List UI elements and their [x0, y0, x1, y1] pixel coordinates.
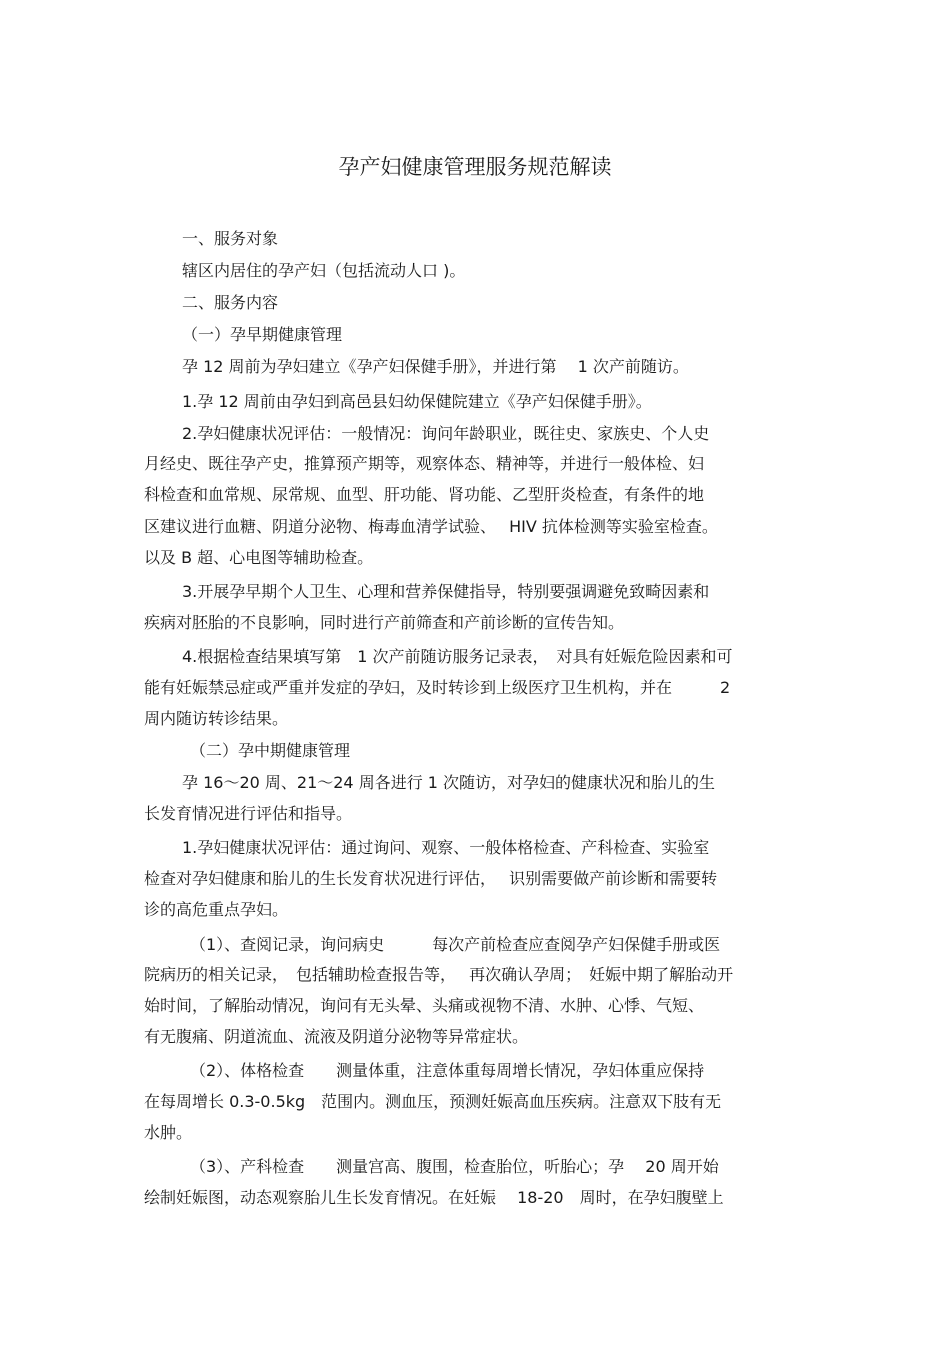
paragraph-line: 孕 12 周前为孕妇建立《孕产妇保健手册》，并进行第 1 次产前随访。	[182, 357, 689, 376]
paragraph-line: 院病历的相关记录， 包括辅助检查报告等， 再次确认孕周； 妊娠中期了解胎动开	[144, 965, 734, 984]
paragraph-line: 在每周增长 0.3-0.5kg 范围内。测血压，预测妊娠高血压疾病。注意双下肢有无	[144, 1092, 722, 1111]
paragraph-line: 科检查和血常规、尿常规、血型、肝功能、肾功能、乙型肝炎检查，有条件的地	[144, 485, 705, 504]
paragraph-line: 1.孕 12 周前由孕妇到高邑县妇幼保健院建立《孕产妇保健手册》。	[182, 392, 652, 411]
paragraph-line: （2）、体格检查 测量体重，注意体重每周增长情况，孕妇体重应保持	[190, 1061, 705, 1080]
paragraph-line: 水肿。	[144, 1123, 193, 1142]
paragraph-line: 3.开展孕早期个人卫生、心理和营养保健指导，特别要强调避免致畸因素和	[182, 582, 710, 601]
paragraph-line: 辖区内居住的孕产妇（包括流动人口 )。	[182, 261, 466, 280]
paragraph-line: 诊的高危重点孕妇。	[144, 900, 289, 919]
paragraph-line: 孕 16～20 周、21～24 周各进行 1 次随访，对孕妇的健康状况和胎儿的生	[182, 773, 716, 792]
paragraph-line: 区建议进行血糖、阴道分泌物、梅毒血清学试验、 HIV 抗体检测等实验室检查。	[144, 517, 718, 536]
paragraph-line: 绘制妊娠图，动态观察胎儿生长发育情况。在妊娠 18-20 周时，在孕妇腹壁上	[144, 1188, 724, 1207]
paragraph-line: 有无腹痛、阴道流血、流液及阴道分泌物等异常症状。	[144, 1027, 529, 1046]
paragraph-line: 2.孕妇健康状况评估：一般情况：询问年龄职业，既往史、家族史、个人史	[182, 424, 710, 443]
paragraph-line: 始时间，了解胎动情况，询问有无头晕、头痛或视物不清、水肿、心悸、气短、	[144, 996, 705, 1015]
paragraph-line: 长发育情况进行评估和指导。	[144, 804, 353, 823]
paragraph-line: （3）、产科检查 测量宫高、腹围，检查胎位，听胎心；孕 20 周开始	[190, 1157, 719, 1176]
subsection-heading-early-pregnancy: （一）孕早期健康管理	[182, 325, 343, 344]
paragraph-line: 周内随访转诊结果。	[144, 709, 289, 728]
section-heading-service-content: 二、服务内容	[182, 293, 279, 312]
paragraph-line: 检查对孕妇健康和胎儿的生长发育状况进行评估， 识别需要做产前诊断和需要转	[144, 869, 718, 888]
paragraph-line: 疾病对胚胎的不良影响，同时进行产前筛查和产前诊断的宣传告知。	[144, 613, 625, 632]
paragraph-line: 以及 B 超、心电图等辅助检查。	[144, 548, 374, 567]
paragraph-line: 4.根据检查结果填写第 1 次产前随访服务记录表， 对具有妊娠危险因素和可	[182, 647, 733, 666]
paragraph-line: （1）、查阅记录，询问病史 每次产前检查应查阅孕产妇保健手册或医	[190, 935, 721, 954]
paragraph-line: 1.孕妇健康状况评估：通过询问、观察、一般体格检查、产科检查、实验室	[182, 838, 710, 857]
document-title: 孕产妇健康管理服务规范解读	[338, 155, 612, 179]
paragraph-line: 能有妊娠禁忌症或严重并发症的孕妇，及时转诊到上级医疗卫生机构，并在 2	[144, 678, 731, 697]
section-heading-service-target: 一、服务对象	[182, 229, 279, 248]
subsection-heading-mid-pregnancy: （二）孕中期健康管理	[190, 741, 351, 760]
paragraph-line: 月经史、既往孕产史，推算预产期等，观察体态、精神等，并进行一般体检、妇	[144, 454, 705, 473]
